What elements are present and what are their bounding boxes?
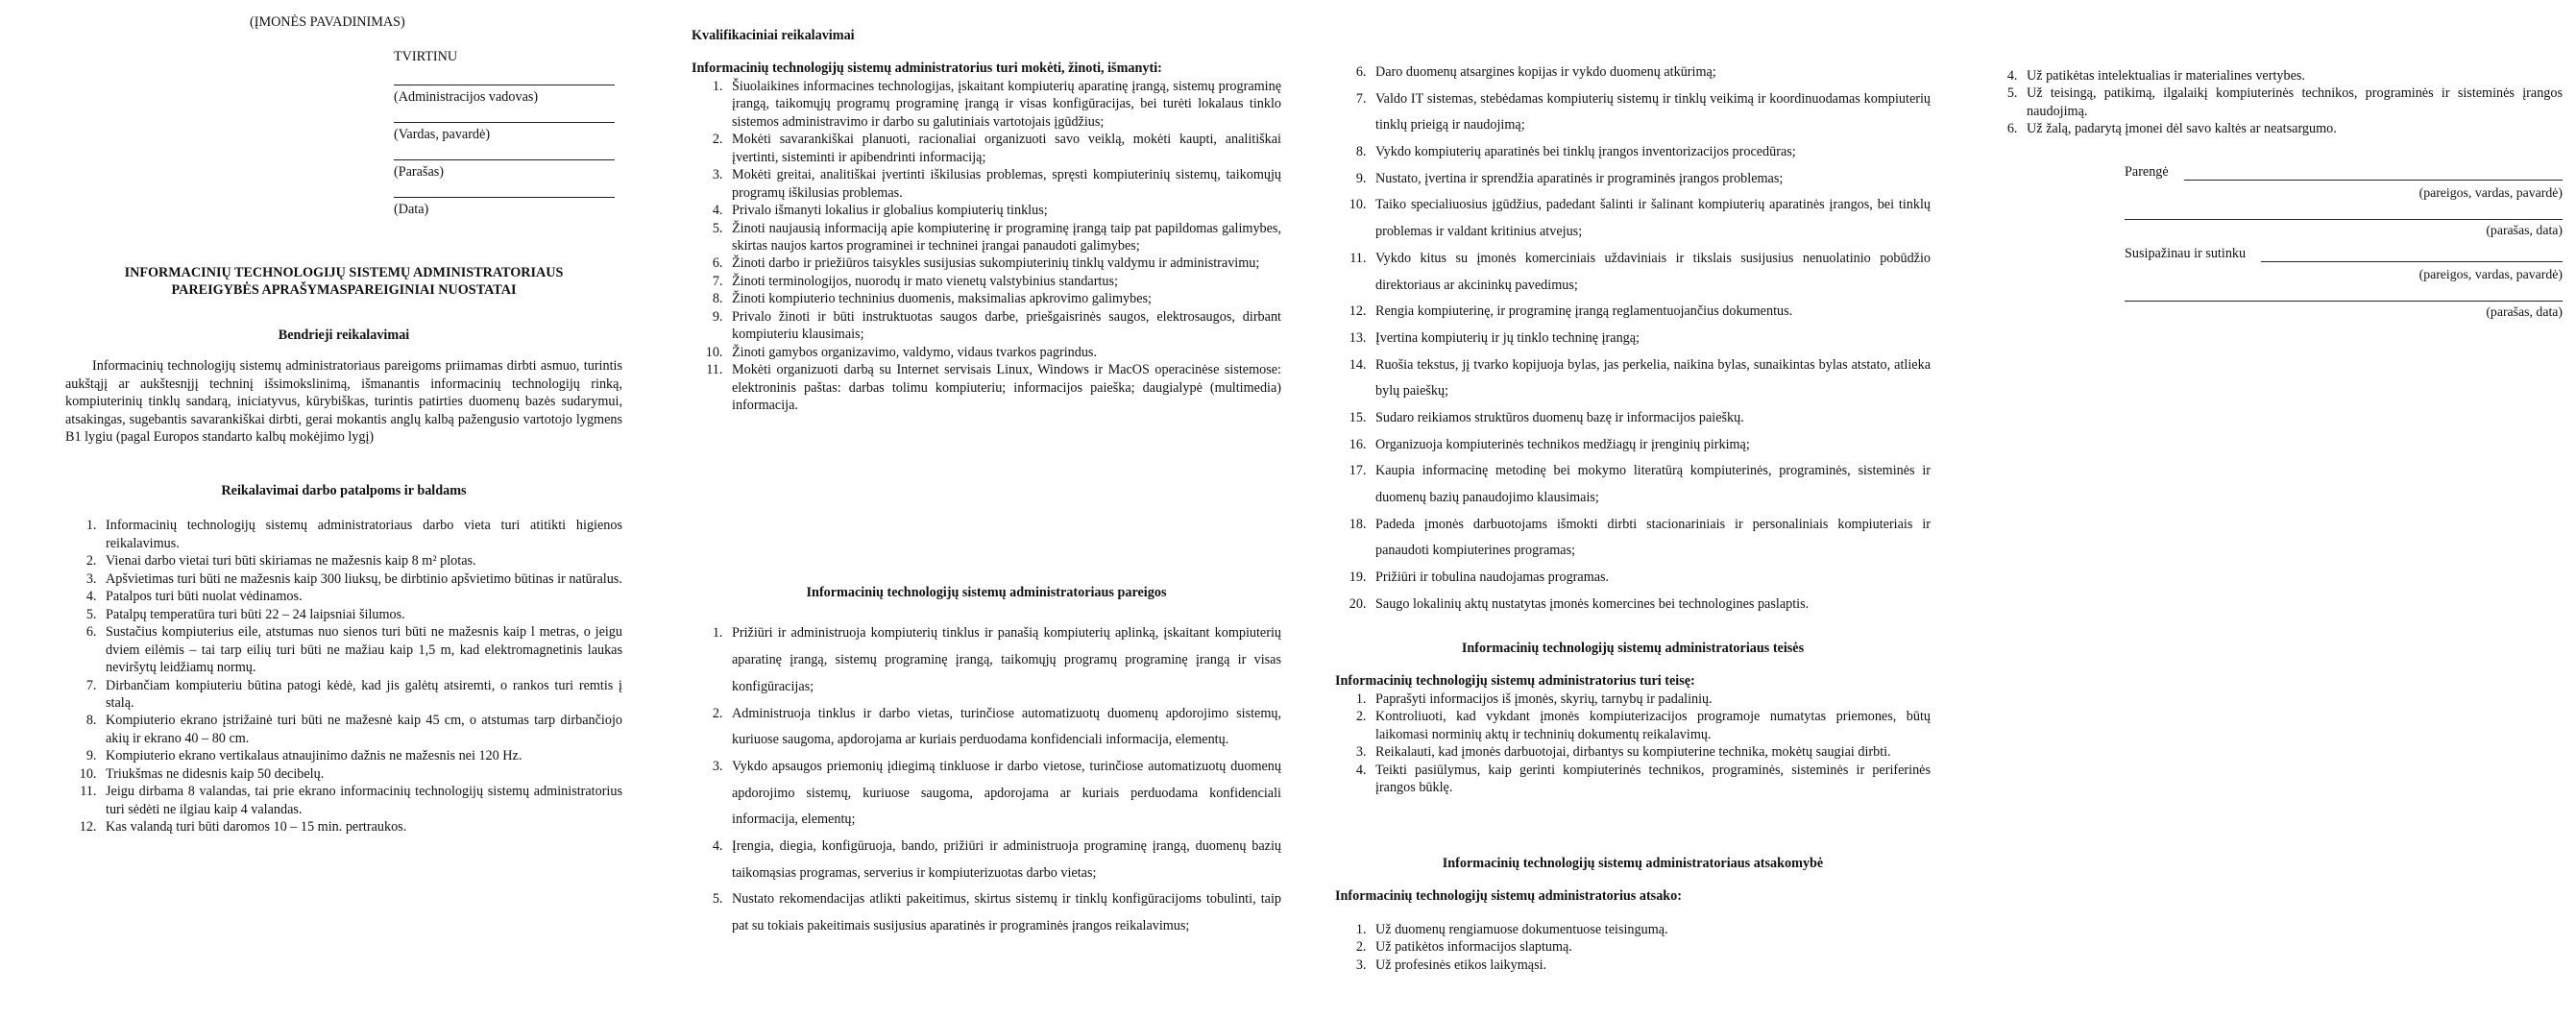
list-item: 10. Taiko specialiuosius įgūdžius, padedant šalinti ir šalinant kompiuterių aparatinės įrangos, bei tinklų problemas ir valdant kritinius atvejus; (1370, 192, 1931, 245)
rights-heading: Informacinių technologijų sistemų administratoriaus teisės (1461, 641, 1805, 656)
list-item: 10. Triukšmas ne didesnis kaip 50 decibelų. (100, 765, 622, 783)
list-item: 1. Šiuolaikines informacines technologijas, įskaitant kompiuterių aparatinę įrangą, sistemų programinę įrangą, taikomųjų programų programinę įrangą ir visas konfigūracijas, bei turėti lokalaus tinklo sistemos administravimo ir darbo su galutiniais vartotojais įgūdžius; (726, 78, 1281, 131)
list-item: 15. Sudaro reikiamos struktūros duomenų bazę ir informacijos paieškų. (1370, 405, 1931, 432)
list-item: 4. Įrengia, diegia, konfigūruoja, bando, prižiūri ir administruoja programinę įrangą, duomenų bazių taikomąsias programas, serverius ir kompiuterizuotas darbo vietas; (726, 834, 1281, 886)
responsibility-list-part-2 (1986, 67, 2563, 138)
list-item: 11. Mokėti organizuoti darbą su Internet servisais Linux, Windows ir MacOS operacinėse sistemose: elektroninis paštas: darbas tolimu kompiuteriu; informacijos paieška; daugialypė (multimedia) informacija. (726, 361, 1281, 414)
list-item: 5. Žinoti naujausią informaciją apie kompiuterinę ir programinę įrangą taip pat papildomas galimybes, skirtas naujos kartos programinei ir techninei įrangai panaudoti galimybes; (726, 220, 1281, 255)
agreed-label: Susipažinau ir sutinku (2125, 245, 2247, 261)
duties-list-part-2 (1335, 60, 1931, 618)
list-item: 3. Apšvietimas turi būti ne mažesnis kaip 300 liuksų, be dirbtinio apšvietimo būtinas ir natūralus. (100, 570, 622, 588)
list-item: 8. Žinoti kompiuterio techninius duomenis, maksimalias apkrovimo galimybes; (726, 290, 1281, 307)
qualification-subheading: Informacinių technologijų sistemų administratorius turi mokėti, žinoti, išmanyti: (692, 61, 1162, 77)
general-heading: Bendrieji reikalavimai (278, 327, 410, 343)
list-item: 1. Paprašyti informacijos iš įmonės, skyrių, tarnybų ir padalinių. (1370, 691, 1931, 708)
list-item: 9. Kompiuterio ekrano vertikalaus atnaujinimo dažnis ne mažesnis nei 120 Hz. (100, 747, 622, 764)
list-item: 8. Kompiuterio ekrano įstrižainė turi būti ne mažesnė kaip 45 cm, o atstumas tarp dirbančiojo akių ir ekrano 40 – 80 cm. (100, 712, 622, 747)
approval-line-name: (Vardas, pavardė) (394, 122, 615, 159)
list-item: 11. Jeigu dirbama 8 valandas, tai prie ekrano informacinių technologijų sistemų administratorius turi sėdėti ne ilgiau kaip 4 valandas. (100, 783, 622, 818)
company-name: (ĮMONĖS PAVADINIMAS) (250, 14, 405, 30)
prepared-row (2125, 163, 2563, 184)
list-item: 7. Valdo IT sistemas, stebėdamas kompiuterių sistemų ir tinklų veikimą ir koordinuodamas kompiuterių tinklų prieigą ir naudojimą; (1370, 86, 1931, 139)
list-item: 1. Prižiūri ir administruoja kompiuterių tinklus ir panašią kompiuterių aplinką, įskaitant kompiuterių aparatinę įrangą, sistemų programinę įrangą, taikomųjų programų programinę įrangą ir visas konfigūracijas; (726, 620, 1281, 700)
duties-heading: Informacinių technologijų sistemų administratoriaus pareigos (806, 585, 1167, 600)
list-item: 2. Vienai darbo vietai turi būti skiriamas ne mažesnis kaip 8 m² plotas. (100, 552, 622, 570)
list-item: 2. Mokėti savarankiškai planuoti, racionaliai organizuoti savo veiklą, mokėti kaupti, analitiškai įvertinti, sisteminti ir apibendrinti informaciją; (726, 131, 1281, 166)
approval-line-signature: (Parašas) (394, 159, 615, 197)
premises-heading: Reikalavimai darbo patalpoms ir baldams (221, 483, 467, 498)
list-item: 1. Už duomenų rengiamuose dokumentuose teisingumą. (1370, 921, 1931, 938)
approval-line-date: (Data) (394, 197, 615, 234)
list-item: 4. Už patikėtas intelektualias ir materialines vertybes. (2021, 67, 2563, 85)
list-item: 3. Už profesinės etikos laikymąsi. (1370, 957, 1931, 974)
list-item: 20. Saugo lokalinių aktų nustatytas įmonės komercines bei technologines paslaptis. (1370, 592, 1931, 618)
list-item: 14. Ruošia tekstus, jį tvarko kopijuoja bylas, jas perkelia, naikina bylas, sunaikintas bylas atstato, atlieka bylų paieškų; (1370, 352, 1931, 405)
agreed-line[interactable] (2261, 261, 2563, 262)
list-item: 2. Administruoja tinklus ir darbo vietas, turinčiose automatizuotų duomenų apdorojimo sistemų, kuriuose saugoma, apdorojama ar kuriais perduodama konfidenciali informacija, elementų. (726, 701, 1281, 754)
duties-section (692, 584, 1281, 940)
list-item: 12. Rengia kompiuterinę, ir programinę įrangą reglamentuojančius dokumentus. (1370, 299, 1931, 326)
qualification-heading: Kvalifikaciniai reikalavimai (692, 28, 855, 43)
list-item: 4. Patalpos turi būti nuolat vėdinamos. (100, 588, 622, 605)
agreed-position-caption: (pareigos, vardas, pavardė) (2418, 266, 2563, 281)
responsibility-heading: Informacinių technologijų sistemų administratoriaus atsakomybė (1442, 856, 1824, 871)
signature-block (2125, 163, 2563, 321)
prepared-label: Parengė (2125, 164, 2169, 180)
approval-block (394, 48, 615, 234)
list-item: 6. Žinoti darbo ir priežiūros taisykles susijusias sukompiuterinių tinklų valdymu ir administravimu; (726, 254, 1281, 272)
responsibility-section (1335, 855, 1931, 974)
premises-section (65, 482, 622, 836)
list-item: 16. Organizuoja kompiuterinės technikos medžiagų ir įrenginių pirkimą; (1370, 432, 1931, 459)
agreed-sign-caption: (parašas, data) (2486, 303, 2563, 319)
list-item: 13. Įvertina kompiuterių ir jų tinklo techninę įrangą; (1370, 326, 1931, 352)
prepared-position-caption: (pareigos, vardas, pavardė) (2418, 185, 2563, 200)
list-item: 4. Teikti pasiūlymus, kaip gerinti kompiuterinės technikos, programinės, sisteminės ir periferinės įrangos būklę. (1370, 762, 1931, 797)
list-item: 6. Už žalą, padarytą įmonei dėl savo kaltės ar neatsargumo. (2021, 120, 2563, 137)
qualification-list (692, 78, 1281, 415)
list-item: 7. Žinoti terminologijos, nuorodų ir mato vienetų valstybinius standartus; (726, 273, 1281, 290)
approval-line-admin: (Administracijos vadovas) (394, 85, 615, 122)
list-item: 5. Patalpų temperatūra turi būti 22 – 24 laipsniai šilumos. (100, 606, 622, 623)
list-item: 10. Žinoti gamybos organizavimo, valdymo, vidaus tvarkos pagrindus. (726, 344, 1281, 361)
list-item: 2. Kontroliuoti, kad vykdant įmonės kompiuterizacijos programoje numatytas priemones, būtų laikomasi norminių aktų ir techninių dokumentų reikalavimų. (1370, 708, 1931, 743)
list-item: 5. Už teisingą, patikimą, ilgalaikį kompiuterinės technikos, programinės ir sisteminės įrangos naudojimą. (2021, 85, 2563, 120)
rights-subheading: Informacinių technologijų sistemų administratorius turi teisę: (1335, 673, 1695, 690)
list-item: 3. Vykdo apsaugos priemonių įdiegimą tinkluose ir darbo vietose, turinčiose automatizuotų duomenų apdorojimo sistemų, kuriuose saugoma, apdorojama ar kuriais perduodama konfidenciali informacija, elementų; (726, 754, 1281, 834)
premises-list (65, 517, 622, 836)
list-item: 1. Informacinių technologijų sistemų administratoriaus darbo vieta turi atitikti higienos reikalavimus. (100, 517, 622, 552)
responsibility-list-part-1 (1335, 921, 1931, 974)
list-item: 18. Padeda įmonės darbuotojams išmokti dirbti stacionariniais ir personaliniais kompiuteriais ir panaudoti kompiuterines programas; (1370, 512, 1931, 565)
duties-continued (1335, 60, 1931, 618)
list-item: 5. Nustato rekomendacijas atlikti pakeitimus, skirtus sistemų ir tinklų konfigūracijoms tobulinti, taip pat su tokiais pakeitimais susijusius aparatinės ir programinės įrangos reikalavimus; (726, 886, 1281, 939)
list-item: 9. Nustato, įvertina ir sprendžia aparatinės ir programinės įrangos problemas; (1370, 166, 1931, 193)
document-title (65, 264, 622, 300)
rights-list (1335, 691, 1931, 797)
prepared-sign-caption: (parašas, data) (2486, 222, 2563, 237)
prepared-line[interactable] (2184, 180, 2563, 181)
duties-list-part-1 (692, 620, 1281, 939)
rights-section (1335, 640, 1931, 797)
list-item: 3. Reikalauti, kad įmonės darbuotojai, dirbantys su kompiuterine technika, mokėtų saugiai dirbti. (1370, 743, 1931, 761)
approve-heading: TVIRTINU (394, 49, 458, 64)
list-item: 7. Dirbančiam kompiuteriu būtina patogi kėdė, kad jis galėtų atsiremti, o rankos turi remtis į stalą. (100, 677, 622, 713)
agreed-row (2125, 245, 2563, 266)
list-item: 17. Kaupia informacinę metodinę bei mokymo literatūrą kompiuterinės, programinės, sisteminės ir duomenų bazių panaudojimo klausimais; (1370, 458, 1931, 511)
list-item: 8. Vykdo kompiuterių aparatinės bei tinklų įrangos inventorizacijos procedūras; (1370, 139, 1931, 166)
general-section (65, 327, 622, 447)
general-text: Informacinių technologijų sistemų administratoriaus pareigoms priimamas dirbti asmuo, turintis aukštąjį ar aukštesnįjį techninį išsimokslinimą, išmanantis informacinių technologijų rinką, kompiuterinių tinklų sandarą, iniciatyvus, kūrybiškas, turintis patirties duomenų bazės sudarymui, atsakingas, sugebantis savarankiškai dirbti, gerai mokantis anglų kalbą pažengusio vartotojo lygmens B1 lygiu (pagal Europos standarto kalbų mokėjimo lygį) (65, 358, 622, 446)
qualification-section (692, 27, 1281, 415)
list-item: 6. Sustačius kompiuterius eile, atstumas nuo sienos turi būti ne mažesnis kaip l metras, o jeigu dviem eilėmis – tai tarp eilių turi būti ne mažiau kaip 1,5 m, kad elektromagnetinis laukas neviršytų leidžiamų normų. (100, 623, 622, 676)
responsibility-subheading: Informacinių technologijų sistemų administratorius atsako: (1335, 888, 1683, 905)
list-item: 4. Privalo išmanyti lokalius ir globalius kompiuterių tinklus; (726, 202, 1281, 219)
list-item: 6. Daro duomenų atsargines kopijas ir vykdo duomenų atkūrimą; (1370, 60, 1931, 86)
list-item: 11. Vykdo kitus su įmonės komerciniais uždaviniais ir tikslais susijusius nenuolatinio pobūdžio direktoriaus ar akcininkų pavedimus; (1370, 246, 1931, 299)
list-item: 3. Mokėti greitai, analitiškai įvertinti iškilusias problemas, spręsti kompiuterinių sistemų, taikomųjų programų iškilusias problemas. (726, 166, 1281, 202)
list-item: 9. Privalo žinoti ir būti instruktuotas saugos darbe, priešgaisrinės saugos, elektrosaugos, dirbant kompiuteriu klausimais; (726, 308, 1281, 344)
title-line-2: PAREIGYBĖS APRAŠYMASPAREIGINIAI NUOSTATAI (171, 282, 517, 299)
list-item: 19. Prižiūri ir tobulina naudojamas programas. (1370, 565, 1931, 592)
title-line-1: INFORMACINIŲ TECHNOLOGIJŲ SISTEMŲ ADMINISTRATORIAUS (124, 265, 564, 280)
list-item: 12. Kas valandą turi būti daromos 10 – 15 min. pertraukos. (100, 818, 622, 836)
list-item: 2. Už patikėtos informacijos slaptumą. (1370, 938, 1931, 956)
responsibility-continued (1986, 67, 2563, 138)
